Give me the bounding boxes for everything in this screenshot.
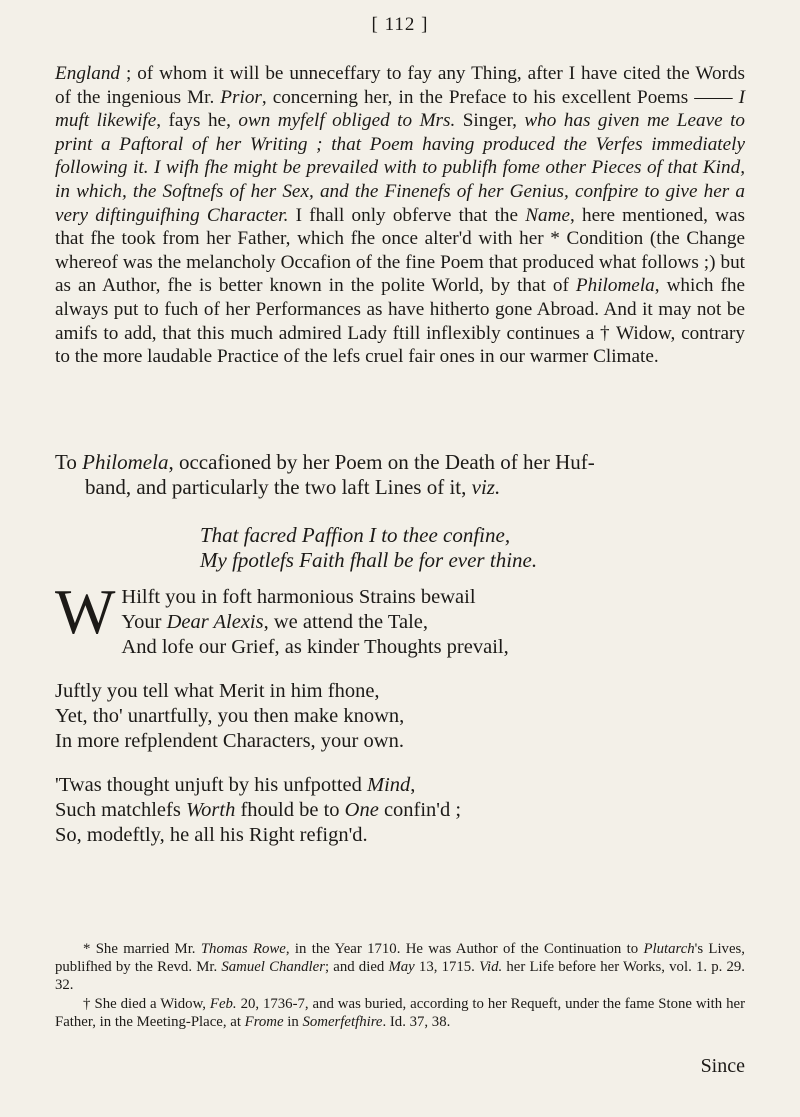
poem-line: Yet, tho' unartfully, you then make known, xyxy=(55,705,405,727)
footnotes xyxy=(55,940,745,1031)
poem-line: Your Dear Alexis, we attend the Tale, xyxy=(121,611,429,633)
stanza-2 xyxy=(55,679,745,754)
footnote: † She died a Widow, Feb. 20, 1736-7, and was buried, according to her Requeft, under the fame Stone with her Father, in the Meeting-Place, at Frome in Somerfetfhire. Id. 37, 38. xyxy=(55,995,745,1030)
footnote: * She married Mr. Thomas Rowe, in the Year 1710. He was Author of the Continuation to Plutarch's Lives, publifhed by the Revd. Mr. Samuel Chandler; and died May 13, 1715. Vid. her Life before her Works, vol. 1. p. 29. 32. xyxy=(55,941,745,994)
poem-heading: To Philomela, occafioned by her Poem on the Death of her Huf- band, and particularly the two laft Lines of it, viz. xyxy=(55,450,595,499)
poem-line: Hilft you in foft harmonious Strains bewail xyxy=(121,586,476,608)
poem-line: And lofe our Grief, as kinder Thoughts prevail, xyxy=(121,636,509,658)
catchword: Since xyxy=(700,1055,745,1077)
drop-cap: W xyxy=(55,576,116,647)
heading-name: Philomela xyxy=(82,450,169,474)
epigraph-line: My fpotlefs Faith fhall be for ever thine. xyxy=(200,548,538,572)
poem-line: Such matchlefs Worth fhould be to One confin'd ; xyxy=(55,799,462,821)
stanza-1 xyxy=(55,576,745,660)
poem-line: 'Twas thought unjuft by his unfpotted Mind, xyxy=(55,774,416,796)
epigraph-line: That facred Paffion I to thee confine, xyxy=(200,523,511,547)
poem-line: In more refplendent Characters, your own. xyxy=(55,730,404,752)
poem xyxy=(55,576,745,867)
body-paragraph: England ; of whom it will be unneceffary to fay any Thing, after I have cited the Words of the ingenious Mr. Prior, concerning her, in the Preface to his excellent Poems —— I muft likewife, fays he, own myfelf obliged to Mrs. Singer, who has given me Leave to print a Paftoral of her Writing ; that Poem having produced the Verfes immediately following it. I wifh fhe might be prevailed with to publifh fome other Pieces of that Kind, in which, the Softnefs of her Sex, and the Finenefs of her Genius, confpire to give her a very diftinguifhing Character. I fhall only obferve that the Name, here mentioned, was that fhe took from her Father, which fhe once alter'd with her * Condition (the Change whereof was the melancholy Occafion of the fine Poem that produced what follows ;) but as an Author, fhe is better known in the polite World, by that of Philomela, which fhe always put to fuch of her Performances as have hitherto gone Abroad. And it may not be amifs to add, that this much admired Lady ftill inflexibly continues a † Widow, contrary to the more laudable Practice of the lefs cruel fair ones in our warmer Climate. xyxy=(55,63,745,368)
page-number: [ 112 ] xyxy=(371,14,429,35)
epigraph xyxy=(200,523,760,573)
poem-line: Juftly you tell what Merit in him fhone, xyxy=(55,680,380,702)
stanza-3 xyxy=(55,773,745,848)
poem-line: So, modeftly, he all his Right refign'd. xyxy=(55,824,368,846)
